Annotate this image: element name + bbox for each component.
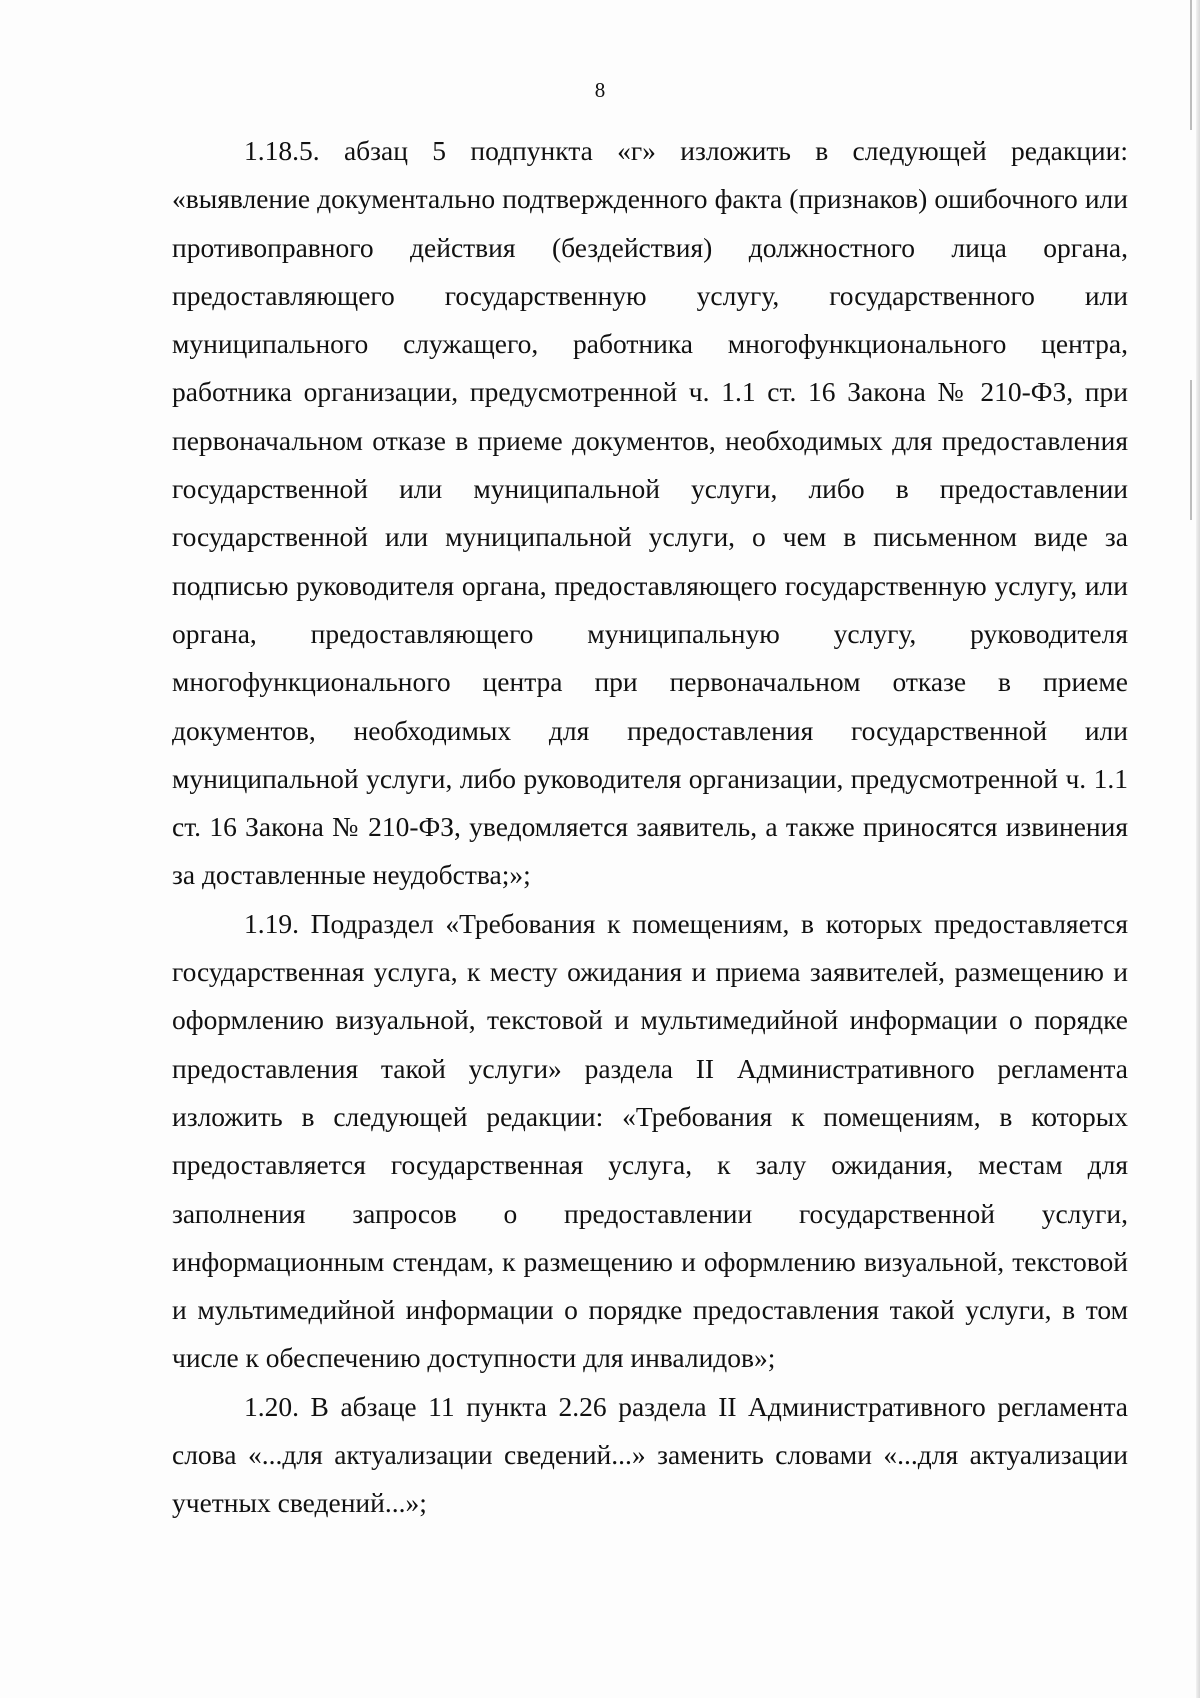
scan-artifact-middle	[1190, 380, 1192, 520]
page-number: 8	[594, 78, 606, 102]
paragraph-1-19: 1.19. Подраздел «Требования к помещениям, в которых предоставляется государственная услуга, к месту ожидания и приема заявителей, размещению и оформлению визуальной, текстовой и мультимедийной информации о порядке предоставления такой услуги» раздела II Административного регламента изложить в следующей редакции: «Требования к помещениям, в которых предоставляется государственная услуга, к залу ожидания, местам для заполнения запросов о предоставлении государственной услуги, информационным стендам, к размещению и оформлению визуальной, текстовой и мультимедийной информации о порядке предоставления такой услуги, в том числе к обеспечению доступности для инвалидов»;	[172, 907, 1128, 1374]
paragraph-1-20: 1.20. В абзаце 11 пункта 2.26 раздела II Административного регламента слова «...для актуализации сведений...» заменить словами «...для актуализации учетных сведений...»;	[172, 1390, 1128, 1519]
scan-artifact-top	[1190, 0, 1192, 130]
scan-edge-shadow	[1196, 0, 1200, 1698]
paragraph-1-18-5: 1.18.5. абзац 5 подпункта «г» изложить в следующей редакции: «выявление документально подтвержденного факта (признаков) ошибочного или противоправного действия (бездействия) должностного лица органа, предоставляющего государственную услугу, государственного или муниципального служащего, работника многофункционального центра, работника организации, предусмотренной ч. 1.1 ст. 16 Закона № 210-ФЗ, при первоначальном отказе в приеме документов, необходимых для предоставления государственной или муниципальной услуги, либо в предоставлении государственной или муниципальной услуги, о чем в письменном виде за подписью руководителя органа, предоставляющего государственную услугу, или органа, предоставляющего муниципальную услугу, руководителя многофункционального центра при первоначальном отказе в приеме документов, необходимых для предоставления государственной или муниципальной услуги, либо руководителя организации, предусмотренной ч. 1.1 ст. 16 Закона № 210-ФЗ, уведомляется заявитель, а также приносятся извинения за доставленные неудобства;»;	[172, 135, 1128, 891]
document-body	[172, 127, 1128, 1528]
